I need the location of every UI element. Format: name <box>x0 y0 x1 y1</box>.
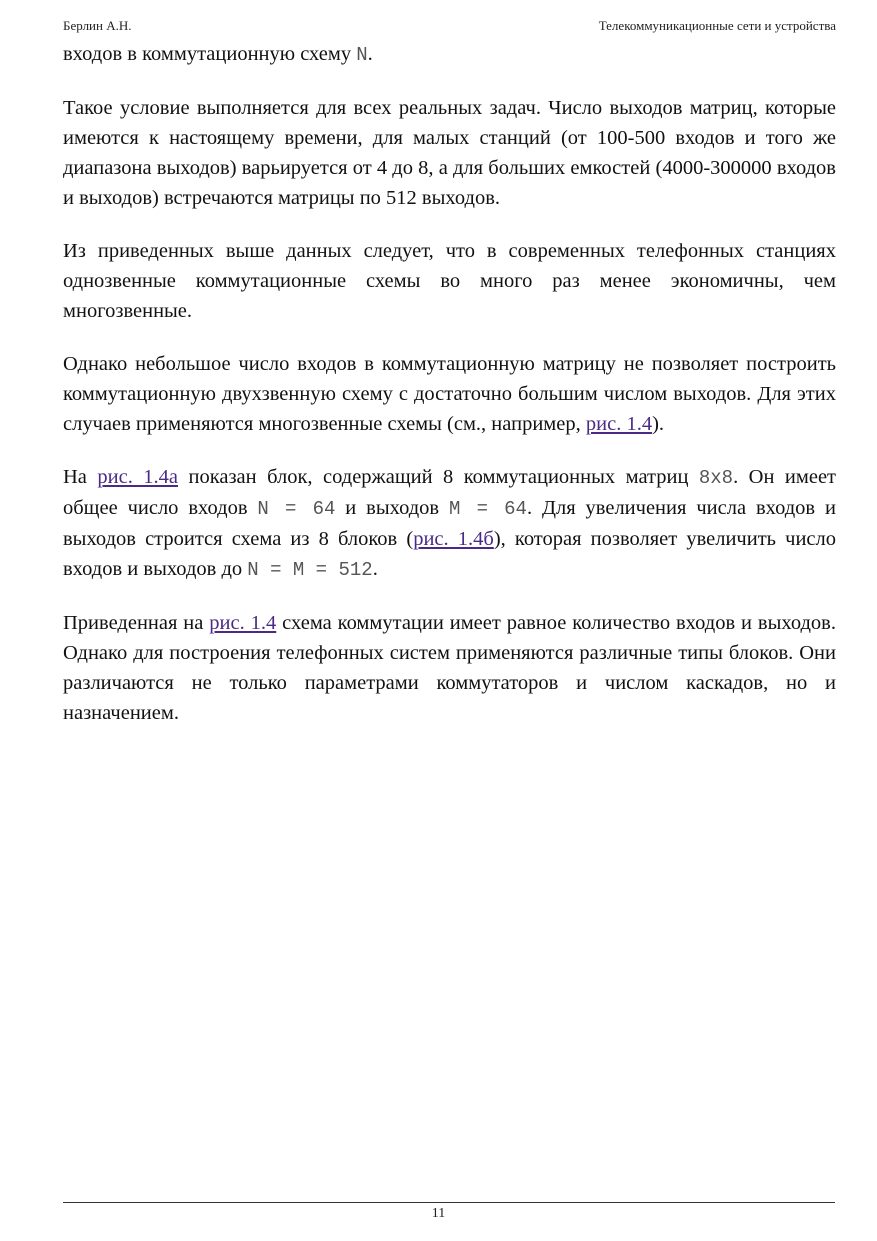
page-number: 11 <box>431 1206 446 1221</box>
figure-link-1-4[interactable]: рис. 1.4 <box>585 413 653 435</box>
formula-n: N <box>356 44 368 66</box>
figure-link-1-4-second[interactable]: рис. 1.4 <box>209 612 277 634</box>
page-body <box>63 39 836 751</box>
paragraph-6 <box>63 608 836 728</box>
paragraph-5 <box>63 462 836 585</box>
paragraph-text: . <box>367 43 373 65</box>
paragraph-text: Однако небольшое число входов в коммутационную матрицу не позволяет построить коммутационную двухзвенную схему с достаточно большим числом выходов. Для этих случаев применяются многозвенные схемы (см., например, <box>63 353 836 435</box>
paragraph-2: Такое условие выполняется для всех реальных задач. Число выходов матриц, которые имеются к настоящему времени, для малых станций (от 100-500 входов и того же диапазона выходов) варьируется от 4 до 8, а для больших емкостей (4000-300000 входов и выходов) встречаются матрицы по 512 выходов. <box>63 97 836 209</box>
header-author: Берлин А.Н. <box>63 18 132 33</box>
paragraph-text: и выходов <box>335 497 449 519</box>
paragraph-text: схема коммутации имеет равное количество входов и выходов. Однако для построения телефонных систем применяются различные типы блоков. Они различаются не только параметрами коммутаторов и числом каскадов, но и назначением. <box>63 612 836 724</box>
paragraph-1 <box>63 39 836 70</box>
paragraph-text: На <box>63 466 98 488</box>
paragraph-text: . <box>372 558 378 580</box>
paragraph-text: . Он имеет общее число входов <box>63 466 837 519</box>
paragraph-text: входов в коммутационную схему <box>63 43 357 65</box>
paragraph-text: ). <box>652 413 665 435</box>
page-header <box>63 17 836 35</box>
paragraph-text: показан блок, содержащий 8 коммутационных матриц <box>178 466 699 488</box>
figure-link-1-4b[interactable]: рис. 1.4б <box>413 528 494 550</box>
header-title: Телекоммуникационные сети и устройства <box>598 18 836 33</box>
paragraph-text: ), которая позволяет увеличить число входов и выходов до <box>63 528 837 580</box>
figure-link-1-4a[interactable]: рис. 1.4а <box>97 466 179 488</box>
paragraph-text: . Для увеличения числа входов и выходов строится схема из 8 блоков ( <box>63 497 836 550</box>
formula-matrix-size: 8x8 <box>698 467 734 489</box>
formula-n-equals-m: N = M = 512 <box>247 559 373 581</box>
formula-outputs: M = 64 <box>449 498 527 520</box>
footer-divider <box>63 1202 835 1203</box>
formula-inputs: N = 64 <box>257 498 336 520</box>
paragraph-4 <box>63 349 836 439</box>
paragraph-text: Приведенная на <box>63 612 210 634</box>
paragraph-3: Из приведенных выше данных следует, что в современных телефонных станциях однозвенные коммутационные схемы во много раз менее экономичны, чем многозвенные. <box>63 240 836 322</box>
